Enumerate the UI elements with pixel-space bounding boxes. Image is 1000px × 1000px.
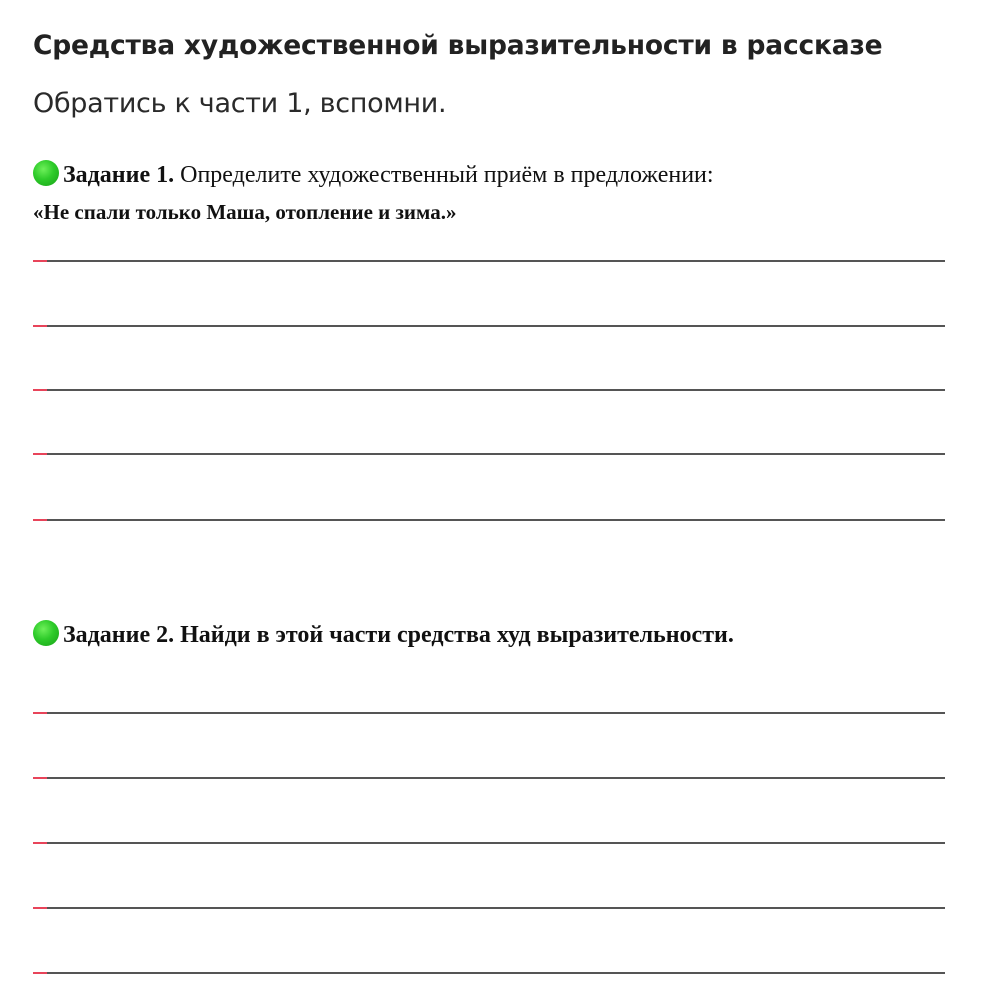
margin-mark — [33, 453, 47, 455]
margin-mark — [33, 907, 47, 909]
task-2-answer-line-3[interactable] — [33, 842, 945, 844]
page-subtitle: Обратись к части 1, вспомни. — [33, 88, 447, 119]
margin-mark — [33, 777, 47, 779]
task-2-answer-line-1[interactable] — [33, 712, 945, 714]
margin-mark — [33, 325, 47, 327]
margin-mark — [33, 972, 47, 974]
green-circle-icon — [33, 160, 59, 186]
task-1-answer-line-5[interactable] — [33, 519, 945, 521]
task-1-quote: «Не спали только Маша, отопление и зима.» — [33, 200, 457, 224]
margin-mark — [33, 519, 47, 521]
task-1-heading — [33, 160, 714, 189]
margin-mark — [33, 260, 47, 262]
task-2-answer-line-2[interactable] — [33, 777, 945, 779]
margin-mark — [33, 712, 47, 714]
margin-mark — [33, 389, 47, 391]
task-1-answer-line-1[interactable] — [33, 260, 945, 262]
task-2-answer-line-5[interactable] — [33, 972, 945, 974]
task-1-answer-line-3[interactable] — [33, 389, 945, 391]
task-2-label: Задание 2. Найди в этой части средства худ выразительности. — [63, 622, 734, 648]
margin-mark — [33, 842, 47, 844]
green-circle-icon — [33, 620, 59, 646]
page-title: Средства художественной выразительности в рассказе — [33, 30, 883, 61]
task-1-label: Задание 1. — [63, 162, 175, 188]
task-2-answer-line-4[interactable] — [33, 907, 945, 909]
task-2-heading — [33, 620, 734, 649]
task-1-answer-line-4[interactable] — [33, 453, 945, 455]
task-1-answer-line-2[interactable] — [33, 325, 945, 327]
task-1-text: Определите художественный приём в предложении: — [174, 162, 714, 188]
